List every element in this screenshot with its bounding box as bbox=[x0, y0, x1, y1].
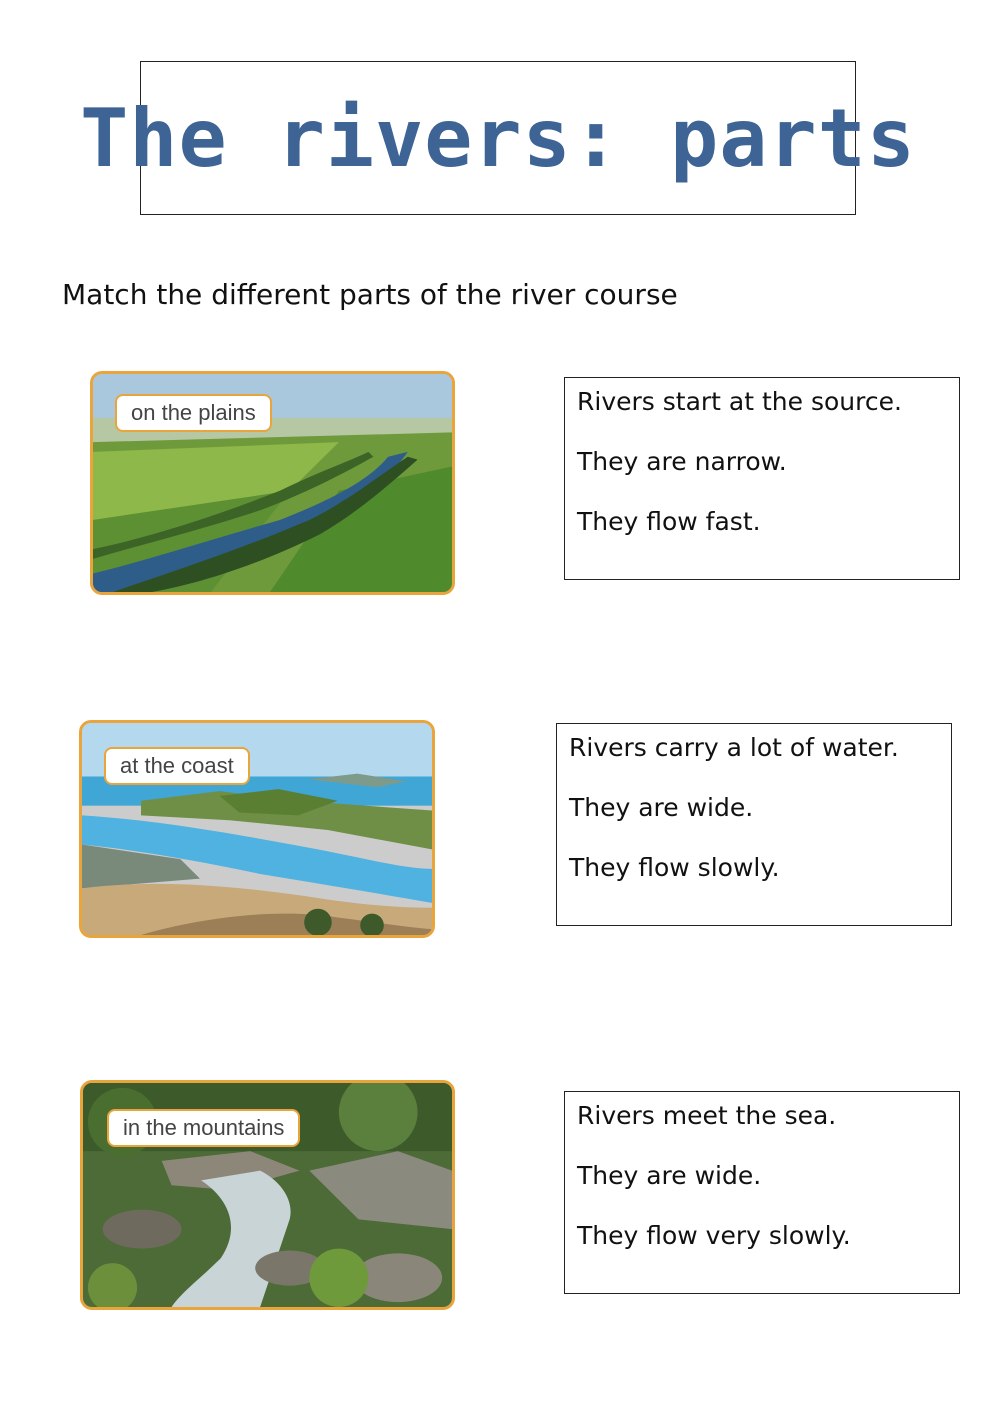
plains-label: on the plains bbox=[115, 394, 272, 432]
description-box-2[interactable] bbox=[556, 723, 952, 926]
box-2-line-2: They are wide. bbox=[569, 793, 754, 822]
description-box-3[interactable] bbox=[564, 1091, 960, 1294]
coast-photo-card[interactable] bbox=[79, 720, 435, 938]
title-box bbox=[80, 61, 916, 215]
box-1-line-3: They flow fast. bbox=[577, 507, 761, 536]
worksheet-title: The rivers: parts bbox=[80, 91, 916, 185]
box-3-line-1: Rivers meet the sea. bbox=[577, 1101, 837, 1130]
box-2-line-3: They flow slowly. bbox=[569, 853, 780, 882]
instruction-text: Match the different parts of the river course bbox=[62, 278, 678, 311]
plains-photo-card[interactable] bbox=[90, 371, 455, 595]
box-3-line-3: They flow very slowly. bbox=[577, 1221, 851, 1250]
box-1-line-1: Rivers start at the source. bbox=[577, 387, 902, 416]
box-2-line-1: Rivers carry a lot of water. bbox=[569, 733, 899, 762]
mountains-photo-card[interactable] bbox=[80, 1080, 455, 1310]
coast-label: at the coast bbox=[104, 747, 250, 785]
description-box-1[interactable] bbox=[564, 377, 960, 580]
box-3-line-2: They are wide. bbox=[577, 1161, 762, 1190]
box-1-line-2: They are narrow. bbox=[577, 447, 787, 476]
mountains-label: in the mountains bbox=[107, 1109, 300, 1147]
